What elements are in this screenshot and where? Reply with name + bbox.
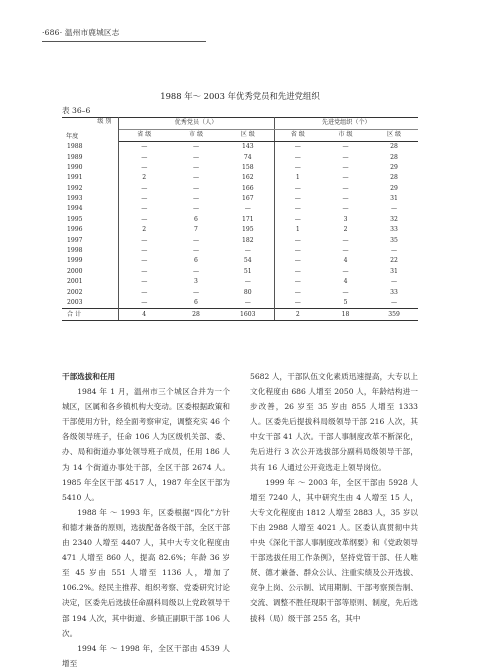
value-cell: — bbox=[342, 163, 349, 171]
value-cell: — bbox=[222, 204, 274, 214]
table-row bbox=[62, 184, 418, 194]
subheader-cell: 区 级 bbox=[222, 130, 274, 142]
group-header-advanced-organizations: 先进党组织（个） bbox=[274, 118, 418, 130]
value-cell: — bbox=[294, 215, 301, 223]
value-cell: 80 bbox=[222, 287, 274, 297]
value-cell: — bbox=[342, 247, 349, 255]
total-row bbox=[62, 309, 418, 321]
year-cell: 1996 bbox=[62, 225, 118, 235]
paragraph: 5682 人，干部队伍文化素质迅速提高，大专以上文化程度由 686 人增至 2050 人，年龄结构进一步改善，26 岁至 35 岁由 855 人增至 1333 人。区委先后提拔科局级领导干部 216 人次，其中女干部 41 人次。干部人事制度改革不断深化，先后进行 3 次公开选拔部分副科局级领导干部，共有 16 人通过公开竞选走上领导岗位。 bbox=[250, 372, 418, 472]
table-row bbox=[62, 204, 418, 214]
value-cell: 2 bbox=[142, 174, 147, 182]
value-cell: 3 bbox=[343, 215, 348, 223]
table-row bbox=[62, 173, 418, 183]
value-cell: — bbox=[141, 278, 148, 286]
table-row bbox=[62, 152, 418, 162]
table-row bbox=[62, 215, 418, 225]
value-cell: — bbox=[342, 153, 349, 161]
value-cell: — bbox=[222, 246, 274, 256]
value-cell: — bbox=[141, 247, 148, 255]
value-cell: — bbox=[192, 143, 200, 151]
value-cell: 171 bbox=[222, 215, 274, 225]
year-cell: 1992 bbox=[62, 184, 118, 194]
value-cell: 32 bbox=[390, 215, 398, 223]
table-row bbox=[62, 298, 418, 309]
value-cell: — bbox=[141, 205, 148, 213]
year-cell: 1991 bbox=[62, 173, 118, 183]
value-cell: — bbox=[141, 184, 148, 192]
value-cell: 4 bbox=[343, 278, 348, 286]
value-cell: 3 bbox=[194, 278, 198, 286]
value-cell: 1 bbox=[295, 174, 300, 182]
table-row bbox=[62, 163, 418, 173]
value-cell: 167 bbox=[222, 194, 274, 204]
value-cell: — bbox=[192, 184, 200, 192]
paragraph: 1984 年 1 月，温州市三个城区合并为一个城区，区属和各乡镇机构大变动。区委根据政策和干部使用方针，经全面考察审定，调整充实 46 个各级领导班子，任命 106 人为区级机关部、委、办、局和街道办事处领导班子成员，任用 186 人为 14 个街道办事处干部，全区干部 2674 人。1985 年全区干部 4517 人，1987 年全区干部为 5410 人。 bbox=[62, 387, 230, 502]
value-cell: — bbox=[294, 278, 301, 286]
value-cell: — bbox=[294, 143, 301, 151]
value-cell: 51 bbox=[222, 267, 274, 277]
value-cell: — bbox=[222, 298, 274, 309]
value-cell: — bbox=[141, 257, 148, 265]
total-cell: 1603 bbox=[222, 309, 274, 321]
value-cell: — bbox=[390, 247, 398, 255]
value-cell: 158 bbox=[222, 163, 274, 173]
table-row bbox=[62, 225, 418, 235]
table-row bbox=[62, 236, 418, 246]
value-cell: — bbox=[192, 247, 200, 255]
value-cell: — bbox=[222, 277, 274, 287]
value-cell: — bbox=[342, 205, 349, 213]
value-cell: 33 bbox=[390, 226, 398, 234]
value-cell: — bbox=[141, 299, 148, 306]
value-cell: — bbox=[342, 236, 349, 244]
total-cell: 28 bbox=[170, 309, 222, 321]
value-cell: — bbox=[294, 267, 301, 275]
value-cell: — bbox=[342, 288, 349, 296]
value-cell: — bbox=[294, 236, 301, 244]
value-cell: — bbox=[141, 215, 148, 223]
value-cell: — bbox=[294, 153, 301, 161]
value-cell: — bbox=[342, 267, 349, 275]
value-cell: — bbox=[294, 205, 301, 213]
value-cell: — bbox=[342, 174, 349, 182]
value-cell: — bbox=[342, 184, 349, 192]
corner-header-cell bbox=[62, 118, 118, 142]
value-cell: — bbox=[342, 143, 349, 151]
value-cell: — bbox=[390, 299, 398, 306]
right-column bbox=[250, 369, 418, 626]
value-cell: — bbox=[141, 143, 148, 151]
year-cell: 1993 bbox=[62, 194, 118, 204]
value-cell: 28 bbox=[390, 143, 398, 151]
value-cell: — bbox=[294, 257, 301, 265]
value-cell: — bbox=[192, 153, 200, 161]
value-cell: 1 bbox=[295, 226, 300, 234]
total-cell: 18 bbox=[321, 309, 370, 321]
total-cell: 359 bbox=[370, 309, 418, 321]
paragraph: 1999 年 ～ 2003 年，全区干部由 5928 人增至 7240 人，其中研究生由 4 人增至 15 人，大专文化程度由 1812 人增至 2883 人，35 岁以下由 2988 人增至 4021 人。区委认真贯彻中共中央《深化干部人事制度改革纲要》和《党政领导干部选拔任用工作条例》，坚持党管干部、任人唯贤、德才兼备、群众公认、注重实绩及公开选拔、竞争上岗、公示制、试用期制、干部考察预告制、交流、调整不胜任现职干部等原则、制度，先后选拔科（局）级干部 255 名，其中 bbox=[250, 477, 418, 623]
value-cell: 4 bbox=[343, 257, 348, 265]
year-cell: 2003 bbox=[62, 298, 118, 309]
value-cell: 31 bbox=[390, 267, 398, 275]
subheader-cell: 市 级 bbox=[321, 130, 370, 142]
corner-level-label: 级 别 bbox=[97, 118, 112, 125]
subheader-cell: 区 级 bbox=[370, 130, 418, 142]
value-cell: 6 bbox=[194, 257, 198, 265]
total-cell: 4 bbox=[118, 309, 170, 321]
value-cell: 162 bbox=[222, 173, 274, 183]
section-heading: 干部选拔和任用 bbox=[62, 372, 116, 381]
value-cell: — bbox=[192, 195, 200, 203]
year-cell: 1999 bbox=[62, 256, 118, 266]
year-cell: 1995 bbox=[62, 215, 118, 225]
statistics-table bbox=[62, 117, 418, 321]
value-cell: — bbox=[141, 236, 148, 244]
paragraph: 1988 年 ～ 1993 年，区委根据“四化”方针和德才兼备的原则，选拔配备各级干部，全区干部由 2340 人增至 4407 人，其中大专文化程度由 471 人增至 860 人，提高 82.6%；年龄 36 岁至 45 岁由 551 人增至 1136 人，增加了 106.2%。经民主推荐、组织考察、党委研究讨论决定，区委先后选拔任命副科局级以上党政领导干部 194 人次，其中街道、乡镇正副职干部 106 人次。 bbox=[62, 507, 230, 638]
left-column bbox=[62, 369, 230, 671]
value-cell: — bbox=[141, 288, 148, 296]
table-number: 表 36–6 bbox=[62, 106, 91, 115]
value-cell: — bbox=[390, 205, 398, 213]
value-cell: 182 bbox=[222, 236, 274, 246]
value-cell: 28 bbox=[390, 174, 398, 182]
paragraph: 1994 年 ～ 1998 年，全区干部由 4539 人增至 bbox=[62, 643, 230, 668]
value-cell: 2 bbox=[142, 226, 147, 234]
corner-year-label: 年度 bbox=[66, 133, 79, 141]
year-cell: 1998 bbox=[62, 246, 118, 256]
table-row bbox=[62, 142, 418, 153]
value-cell: — bbox=[342, 195, 349, 203]
header-rule bbox=[42, 41, 206, 42]
year-cell: 2002 bbox=[62, 287, 118, 297]
running-header: ·686· 温州市鹿城区志 bbox=[42, 28, 120, 37]
table-row bbox=[62, 267, 418, 277]
table-row bbox=[62, 194, 418, 204]
value-cell: — bbox=[294, 299, 301, 306]
value-cell: 5 bbox=[343, 299, 348, 306]
value-cell: — bbox=[141, 195, 148, 203]
value-cell: 166 bbox=[222, 184, 274, 194]
value-cell: 31 bbox=[390, 195, 398, 203]
total-cell: 2 bbox=[274, 309, 321, 321]
value-cell: — bbox=[192, 267, 200, 275]
value-cell: — bbox=[192, 236, 200, 244]
value-cell: 28 bbox=[390, 153, 398, 161]
value-cell: — bbox=[294, 163, 301, 171]
year-cell: 1997 bbox=[62, 236, 118, 246]
value-cell: 195 bbox=[222, 225, 274, 235]
year-cell: 1994 bbox=[62, 204, 118, 214]
value-cell: 6 bbox=[194, 215, 198, 223]
table-row bbox=[62, 256, 418, 266]
total-label: 合 计 bbox=[62, 309, 118, 321]
value-cell: — bbox=[294, 288, 301, 296]
value-cell: — bbox=[192, 288, 200, 296]
year-cell: 2001 bbox=[62, 277, 118, 287]
year-cell: 1989 bbox=[62, 152, 118, 162]
subheader-cell: 市 级 bbox=[170, 130, 222, 142]
value-cell: — bbox=[294, 184, 301, 192]
table-row bbox=[62, 287, 418, 297]
value-cell: 54 bbox=[222, 256, 274, 266]
value-cell: — bbox=[192, 163, 200, 171]
table-title: 1988 年～ 2003 年优秀党员和先进党组织 bbox=[160, 91, 320, 101]
year-cell: 2000 bbox=[62, 267, 118, 277]
value-cell: — bbox=[192, 174, 200, 182]
value-cell: — bbox=[192, 205, 200, 213]
table-row bbox=[62, 277, 418, 287]
value-cell: 29 bbox=[390, 184, 398, 192]
value-cell: — bbox=[141, 163, 148, 171]
group-header-excellent-members: 优秀党员（人） bbox=[118, 118, 274, 130]
value-cell: 7 bbox=[194, 226, 198, 234]
value-cell: 74 bbox=[222, 152, 274, 162]
value-cell: — bbox=[141, 153, 148, 161]
value-cell: — bbox=[294, 247, 301, 255]
value-cell: — bbox=[390, 278, 398, 286]
value-cell: 33 bbox=[390, 288, 398, 296]
value-cell: 29 bbox=[390, 163, 398, 171]
value-cell: — bbox=[294, 195, 301, 203]
year-cell: 1988 bbox=[62, 142, 118, 153]
value-cell: — bbox=[141, 267, 148, 275]
subheader-cell: 省 级 bbox=[274, 130, 321, 142]
value-cell: 6 bbox=[194, 299, 198, 306]
value-cell: 35 bbox=[390, 236, 398, 244]
value-cell: 143 bbox=[222, 142, 274, 153]
table-row bbox=[62, 246, 418, 256]
subheader-cell: 省 级 bbox=[118, 130, 170, 142]
value-cell: 22 bbox=[390, 257, 398, 265]
value-cell: 2 bbox=[343, 226, 348, 234]
year-cell: 1990 bbox=[62, 163, 118, 173]
